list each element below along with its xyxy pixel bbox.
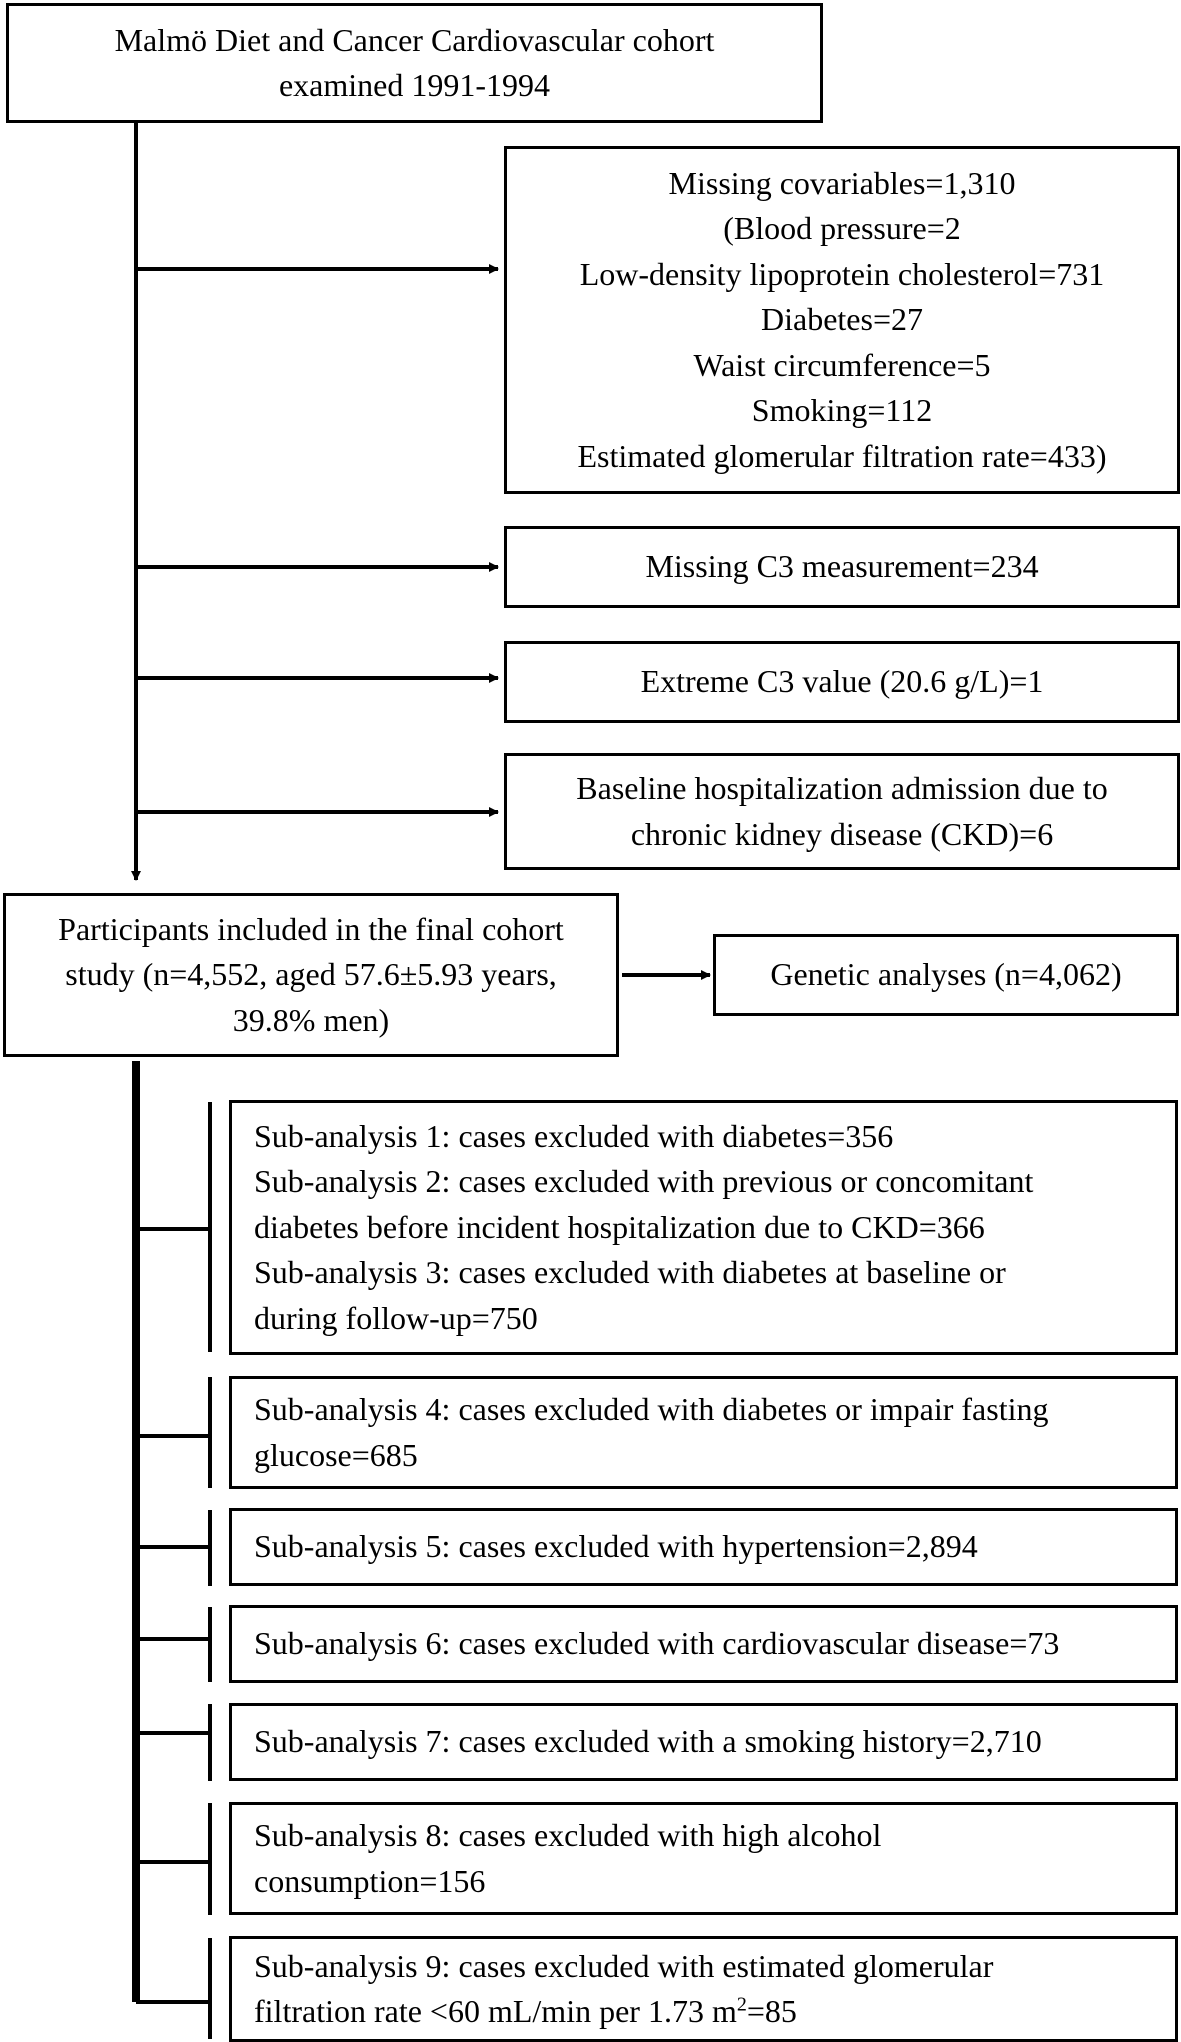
missing-blood-pressure: (Blood pressure=2 [723, 210, 961, 247]
sub-9-line-2 [254, 1989, 797, 2034]
bracket-sub-8 [136, 1803, 210, 1915]
sub-9-superscript: 2 [736, 1993, 747, 2016]
sub-4-line-1: Sub-analysis 4: cases excluded with diabetes or impair fasting [254, 1391, 1049, 1428]
sub-9-line-2-post: =85 [746, 1993, 797, 2029]
sub-analysis-1-3-box [229, 1100, 1178, 1355]
sub-analysis-7-box [229, 1703, 1178, 1781]
genetic-analyses-text: Genetic analyses (n=4,062) [770, 956, 1122, 993]
baseline-hosp-line-2: chronic kidney disease (CKD)=6 [630, 815, 1054, 852]
sub-analysis-4-box [229, 1376, 1178, 1489]
sub-8-line-2: consumption=156 [254, 1862, 486, 1899]
bracket-sub-7 [136, 1704, 210, 1781]
sub-8-line-1: Sub-analysis 8: cases excluded with high alcohol [254, 1817, 882, 1854]
missing-c3-text: Missing C3 measurement=234 [645, 548, 1039, 585]
final-cohort-line-3: 39.8% men) [232, 1001, 390, 1038]
missing-egfr: Estimated glomerular filtration rate=433) [577, 437, 1107, 474]
missing-c3-box [504, 526, 1180, 608]
final-cohort-line-2: study (n=4,552, aged 57.6±5.93 years, [65, 956, 557, 993]
sub-6-text: Sub-analysis 6: cases excluded with cardiovascular disease=73 [254, 1625, 1060, 1662]
sub-1-line: Sub-analysis 1: cases excluded with diabetes=356 [254, 1117, 894, 1154]
sub-analysis-brackets [136, 1102, 210, 2039]
missing-diabetes: Diabetes=27 [761, 301, 923, 338]
sub-analysis-6-box [229, 1605, 1178, 1683]
bracket-sub-4 [136, 1377, 210, 1488]
genetic-analyses-box [713, 934, 1179, 1016]
sub-analysis-5-box [229, 1508, 1178, 1586]
missing-ldl: Low-density lipoprotein cholesterol=731 [579, 255, 1105, 292]
sub-3-line-2: during follow-up=750 [254, 1299, 538, 1336]
sub-5-text: Sub-analysis 5: cases excluded with hypertension=2,894 [254, 1528, 978, 1565]
baseline-hospitalization-box [504, 753, 1180, 870]
sub-7-text: Sub-analysis 7: cases excluded with a smoking history=2,710 [254, 1723, 1042, 1760]
final-cohort-line-1: Participants included in the final cohort [58, 910, 564, 947]
bracket-sub-5 [136, 1510, 210, 1586]
bracket-sub-1-3 [136, 1102, 210, 1352]
bracket-sub-6 [136, 1607, 210, 1682]
extreme-c3-box [504, 641, 1180, 723]
sub-9-line-2-pre: filtration rate <60 mL/min per 1.73 m [254, 1993, 737, 2029]
sub-analysis-9-box [229, 1936, 1178, 2042]
final-cohort-box [3, 893, 619, 1057]
sub-3-line-1: Sub-analysis 3: cases excluded with diabetes at baseline or [254, 1254, 1006, 1291]
sub-2-line-2: diabetes before incident hospitalization due to CKD=366 [254, 1208, 985, 1245]
cohort-source-line-2: examined 1991-1994 [278, 67, 551, 103]
extreme-c3-text: Extreme C3 value (20.6 g/L)=1 [640, 663, 1044, 700]
bracket-sub-9 [136, 1938, 210, 2039]
sub-analysis-8-box [229, 1802, 1178, 1915]
sub-4-line-2: glucose=685 [254, 1436, 418, 1473]
cohort-source-line-1: Malmö Diet and Cancer Cardiovascular cohort [114, 21, 715, 58]
missing-smoking: Smoking=112 [751, 392, 933, 429]
sub-2-line-1: Sub-analysis 2: cases excluded with previous or concomitant [254, 1163, 1034, 1200]
cohort-source-box [6, 3, 823, 123]
missing-covariables-total: Missing covariables=1,310 [668, 164, 1016, 201]
baseline-hosp-line-1: Baseline hospitalization admission due to [576, 770, 1108, 807]
sub-9-line-1: Sub-analysis 9: cases excluded with estimated glomerular [254, 1947, 994, 1984]
missing-covariables-box [504, 146, 1180, 494]
missing-waist: Waist circumference=5 [693, 346, 991, 383]
